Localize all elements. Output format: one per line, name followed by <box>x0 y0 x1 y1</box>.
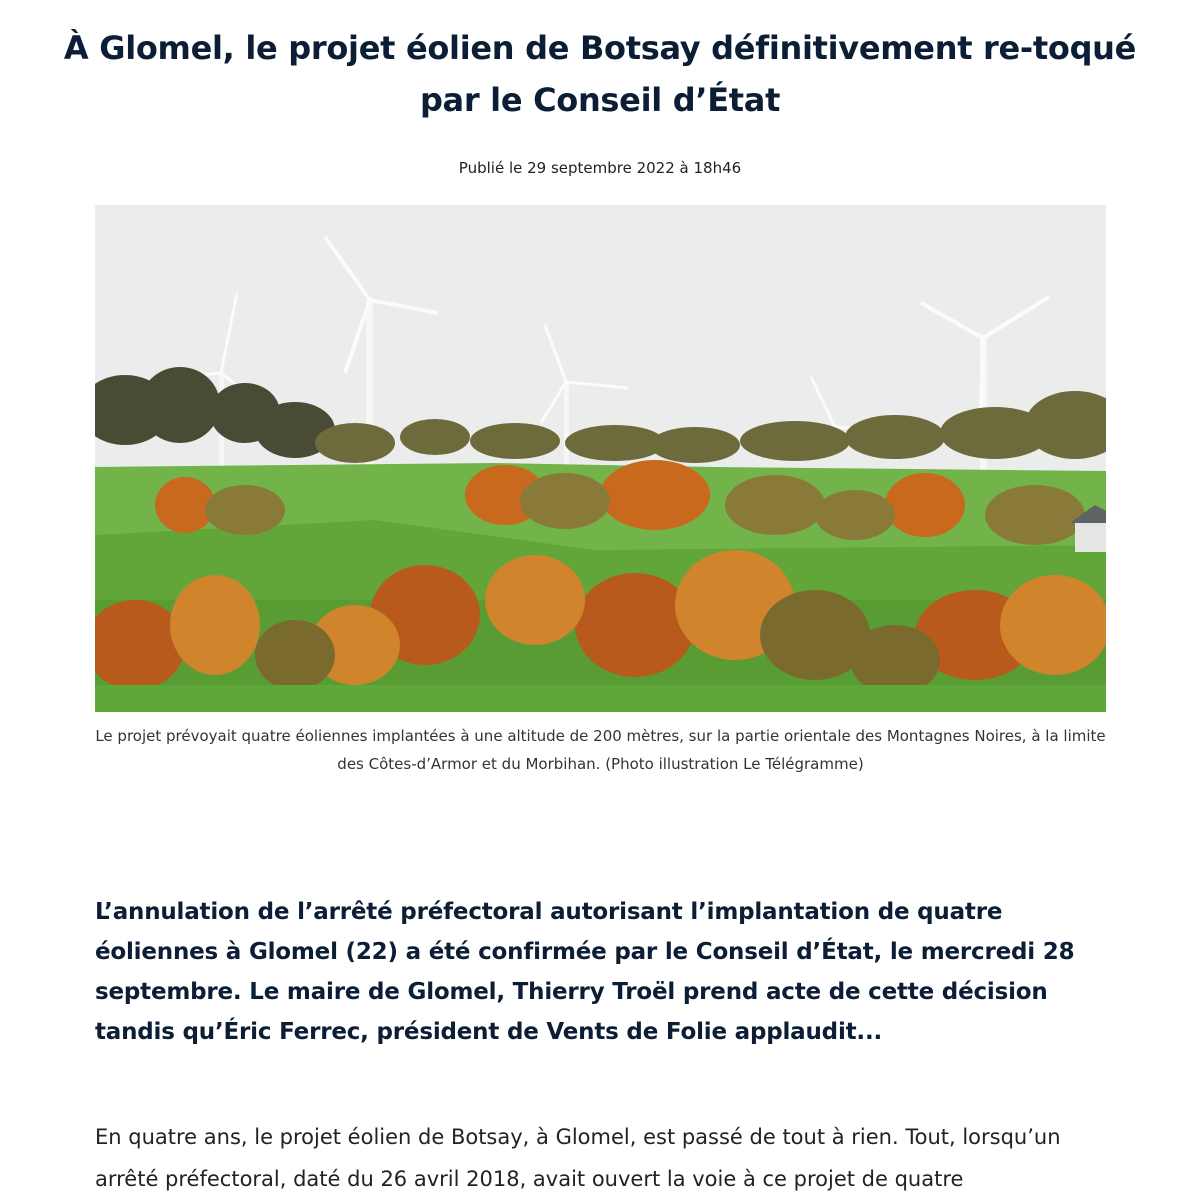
article-lead: L’annulation de l’arrêté préfectoral autorisant l’implantation de quatre éoliennes à Glomel (22) a été confirmée par le Conseil d’État, le mercredi 28 septembre. Le maire de Glomel, Thierry Troël prend acte de cette décision tandis qu’Éric Ferrec, président de Vents de Folie applaudit... <box>95 899 1075 1045</box>
wind-turbines-landscape-image <box>95 205 1106 712</box>
article-title: À Glomel, le projet éolien de Botsay définitivement re-toqué par le Conseil d’État <box>63 29 1137 119</box>
article-photo <box>95 205 1106 712</box>
publication-date: Publié le 29 septembre 2022 à 18h46 <box>458 159 742 177</box>
photo-caption: Le projet prévoyait quatre éoliennes implantées à une altitude de 200 mètres, sur la partie orientale des Montagnes Noires, à la limite des Côtes-d’Armor et du Morbihan. (Photo illustration Le Télégramme) <box>95 727 1106 773</box>
article-body-paragraph: En quatre ans, le projet éolien de Botsay, à Glomel, est passé de tout à rien. Tout, lorsqu’un arrêté préfectoral, daté du 26 avril 2018, avait ouvert la voie à ce projet de quatre <box>95 1125 1061 1191</box>
